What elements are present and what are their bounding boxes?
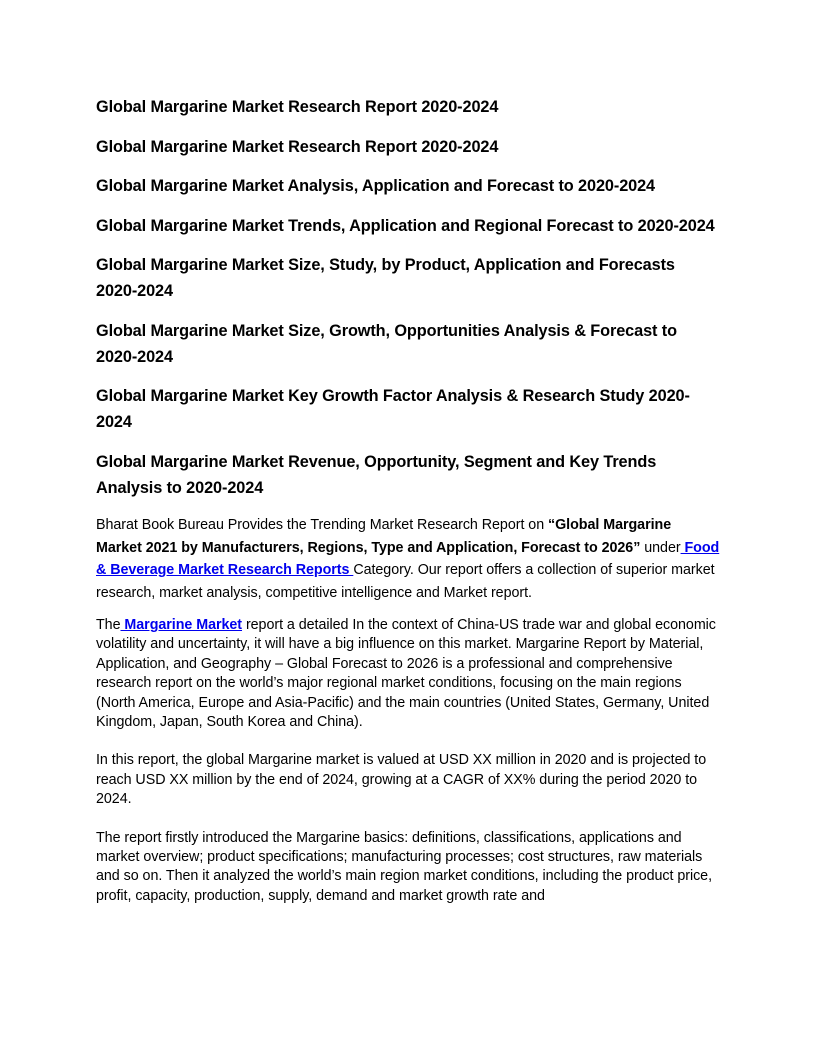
- heading-8: Global Margarine Market Revenue, Opportunity, Segment and Key Trends Analysis to 2020-2024: [96, 452, 657, 497]
- heading-4: Global Margarine Market Trends, Application and Regional Forecast to 2020-2024: [96, 216, 715, 235]
- intro-paragraph: [96, 514, 720, 604]
- heading-2: Global Margarine Market Research Report 2020-2024: [96, 137, 499, 156]
- heading-3: Global Margarine Market Analysis, Application and Forecast to 2020-2024: [96, 177, 656, 195]
- food-beverage-reports-link[interactable]: Food & Beverage Market Research Reports: [96, 539, 720, 578]
- market-text-2: report a detailed In the context of China-US trade war and global economic volatility and uncertainty, it will have a big influence on this market. Margarine Report by Material, Application, and Geography – Global Forecast to 2026 is a professional and comprehensive research report on the world’s major regional market conditions, focusing on the main regions (North America, Europe and Asia-Pacific) and the main countries (United States, Germany, United Kingdom, Japan, South Korea and China).: [96, 617, 716, 731]
- market-text-1: The: [96, 617, 121, 633]
- heading-1: Global Margarine Market Research Report 2020-2024: [96, 98, 499, 116]
- heading-6: Global Margarine Market Size, Growth, Opportunities Analysis & Forecast to 2020-2024: [96, 321, 677, 366]
- valuation-paragraph: In this report, the global Margarine market is valued at USD XX million in 2020 and is projected to reach USD XX million by the end of 2024, growing at a CAGR of XX% during the period 2020 to 2024.: [96, 752, 707, 808]
- basics-paragraph: The report firstly introduced the Margarine basics: definitions, classifications, applications and market overview; product specifications; manufacturing processes; cost structures, raw materials and so on. Then it analyzed the world’s main region market conditions, including the product price, profit, capacity, production, supply, demand and market growth rate and: [96, 829, 713, 904]
- intro-report-title: “Global Margarine Market 2021 by Manufacturers, Regions, Type and Application, Forecast to 2026”: [96, 517, 672, 556]
- intro-text-2: under: [640, 539, 681, 556]
- market-paragraph: [96, 616, 720, 732]
- intro-text-3: Category. Our report offers a collection of superior market research, market analysis, competitive intelligence and Market report.: [96, 562, 715, 601]
- heading-5: Global Margarine Market Size, Study, by Product, Application and Forecasts 2020-2024: [96, 256, 675, 300]
- intro-text-1: Bharat Book Bureau Provides the Trending Market Research Report on: [96, 517, 549, 533]
- margarine-market-link[interactable]: Margarine Market: [120, 617, 243, 633]
- heading-7: Global Margarine Market Key Growth Factor Analysis & Research Study 2020-2024: [96, 387, 690, 431]
- document-body: [96, 94, 720, 925]
